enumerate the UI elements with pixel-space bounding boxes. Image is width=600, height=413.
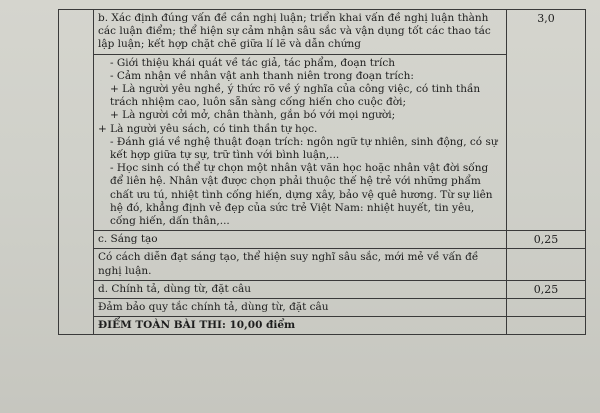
table-row [59, 317, 586, 335]
table-row [59, 280, 586, 298]
criterion-c-score: 0,25 [507, 231, 586, 249]
total-score-label: ĐIỂM TOÀN BÀI THI: 10,00 điểm [94, 317, 507, 335]
list-item: - Học sinh có thể tự chọn một nhân vật văn học hoặc nhân vật đời sống để liên hệ. Nhân vật được chọn phải thuộc thế hệ trẻ với những phẩm chất ưu tú, nhiệt tình cống hiến, dựng xây, bảo vệ quê hương. Từ sự liên hệ đó, khẳng định vẻ đẹp của sức trẻ Việt Nam: nhiệt huyết, tin yêu, cống hiến, dấn thân,... [110, 162, 493, 228]
list-item: - Đánh giá về nghệ thuật đoạn trích: ngôn ngữ tự nhiên, sinh động, có sự kết hợp giữa tự sự, trữ tình với bình luận,... [110, 135, 498, 162]
criterion-d-score: 0,25 [507, 280, 586, 298]
criterion-d-desc: Đảm bảo quy tắc chính tả, dùng từ, đặt câu [94, 299, 507, 317]
criterion-b-text: b. Xác định đúng vấn đề cần nghị luận; triển khai vấn đề nghị luận thành các luận điểm; thể hiện sự cảm nhận sâu sắc và vận dụng tốt các thao tác lập luận; kết hợp chặt chẽ giữa lí lẽ và dẫn chứng [98, 12, 491, 51]
criterion-b-cell [94, 10, 507, 55]
table-row [59, 299, 586, 317]
table-row [59, 249, 586, 280]
blank-cell [507, 299, 586, 317]
grading-table [58, 9, 586, 335]
criterion-b-score: 3,0 [507, 10, 586, 231]
criterion-c-title: c. Sáng tạo [94, 231, 507, 249]
table-row [59, 231, 586, 249]
list-item: + Là người cởi mở, chân thành, gắn bó với mọi người; [110, 109, 396, 122]
criterion-c-desc: Có cách diễn đạt sáng tạo, thể hiện suy nghĩ sâu sắc, mới mẻ về vấn đề nghị luận. [94, 249, 507, 280]
table-row [59, 54, 586, 231]
criterion-d-title: d. Chính tả, dùng từ, đặt câu [94, 280, 507, 298]
list-item: - Giới thiệu khái quát về tác giả, tác phẩm, đoạn trích [110, 56, 396, 69]
criterion-b-details [94, 54, 507, 231]
blank-cell [507, 317, 586, 335]
blank-cell [507, 249, 586, 280]
table-row [59, 10, 586, 55]
list-item: + Là người yêu sách, có tinh thần tự học. [98, 122, 318, 135]
list-item: - Cảm nhận về nhân vật anh thanh niên trong đoạn trích: [110, 69, 414, 82]
blank-cell [59, 10, 94, 335]
list-item: + Là người yêu nghề, ý thức rõ về ý nghĩa của công việc, có tinh thần trách nhiệm cao, luôn sẵn sàng cống hiến cho cuộc đời; [110, 83, 481, 109]
